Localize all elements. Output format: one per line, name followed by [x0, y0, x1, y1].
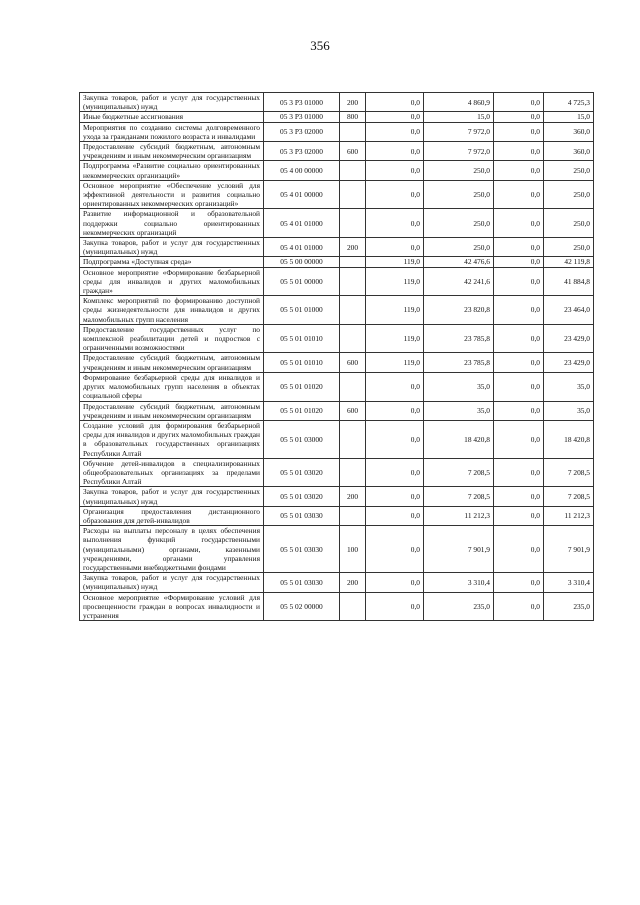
- row-value-2: 235,0: [424, 592, 494, 621]
- row-value-1: 0,0: [366, 487, 424, 506]
- row-code: 05 5 01 03000: [264, 420, 340, 458]
- row-name: Основное мероприятие «Формирование условий для просвещенности граждан в вопросах инвалидности и устранения: [80, 592, 264, 621]
- row-value-4: 250,0: [544, 180, 594, 209]
- row-value-4: 7 208,5: [544, 458, 594, 487]
- table-row: [80, 458, 594, 487]
- row-value-1: 0,0: [366, 209, 424, 238]
- row-value-3: 0,0: [494, 112, 544, 122]
- row-value-3: 0,0: [494, 238, 544, 257]
- budget-table: [79, 92, 594, 621]
- row-value-1: 0,0: [366, 180, 424, 209]
- row-name: Основное мероприятие «Обеспечение условий для эффективной деятельности и развития социально ориентированных некоммерческих организаций»: [80, 180, 264, 209]
- row-value-4: 35,0: [544, 372, 594, 401]
- row-name: Закупка товаров, работ и услуг для государственных (муниципальных) нужд: [80, 93, 264, 112]
- row-expense-type: 600: [340, 142, 366, 161]
- row-expense-type: [340, 420, 366, 458]
- table-row: [80, 353, 594, 372]
- table-row: [80, 526, 594, 573]
- table-row: [80, 142, 594, 161]
- table-row: [80, 257, 594, 267]
- row-name: Основное мероприятие «Формирование безбарьерной среды для инвалидов и других маломобильных граждан»: [80, 267, 264, 296]
- table-row: [80, 238, 594, 257]
- row-expense-type: 200: [340, 573, 366, 592]
- row-name: Предоставление субсидий бюджетным, автономным учреждениям и иным некоммерческим организациям: [80, 142, 264, 161]
- row-value-3: 0,0: [494, 506, 544, 525]
- row-value-2: 42 476,6: [424, 257, 494, 267]
- row-value-3: 0,0: [494, 420, 544, 458]
- row-code: 05 3 P3 01000: [264, 93, 340, 112]
- row-value-4: 18 420,8: [544, 420, 594, 458]
- row-value-1: 119,0: [366, 267, 424, 296]
- row-value-3: 0,0: [494, 372, 544, 401]
- row-value-1: 119,0: [366, 257, 424, 267]
- row-code: 05 4 01 01000: [264, 209, 340, 238]
- row-code: 05 5 01 01000: [264, 296, 340, 325]
- row-value-4: 23 429,0: [544, 324, 594, 353]
- table-row: [80, 122, 594, 141]
- row-code: 05 4 01 01000: [264, 238, 340, 257]
- row-value-3: 0,0: [494, 209, 544, 238]
- row-value-4: 3 310,4: [544, 573, 594, 592]
- row-name: Предоставление субсидий бюджетным, автономным учреждениям и иным некоммерческим организациям: [80, 401, 264, 420]
- row-expense-type: 600: [340, 353, 366, 372]
- row-expense-type: 600: [340, 401, 366, 420]
- row-expense-type: [340, 267, 366, 296]
- table-row: [80, 296, 594, 325]
- row-name: Предоставление субсидий бюджетным, автономным учреждениям и иным некоммерческим организациям: [80, 353, 264, 372]
- row-value-4: 360,0: [544, 142, 594, 161]
- row-value-2: 23 785,8: [424, 353, 494, 372]
- row-expense-type: 800: [340, 112, 366, 122]
- row-value-2: 250,0: [424, 209, 494, 238]
- row-expense-type: 200: [340, 93, 366, 112]
- row-value-2: 23 785,8: [424, 324, 494, 353]
- row-name: Создание условий для формирования безбарьерной среды для инвалидов и других маломобильных граждан в образовательных государственных организациях Республики Алтай: [80, 420, 264, 458]
- row-value-4: 7 208,5: [544, 487, 594, 506]
- row-value-2: 7 208,5: [424, 458, 494, 487]
- row-value-1: 0,0: [366, 112, 424, 122]
- row-name: Подпрограмма «Доступная среда»: [80, 257, 264, 267]
- row-value-3: 0,0: [494, 353, 544, 372]
- row-value-4: 15,0: [544, 112, 594, 122]
- row-value-4: 11 212,3: [544, 506, 594, 525]
- row-expense-type: [340, 209, 366, 238]
- row-code: 05 5 01 01020: [264, 401, 340, 420]
- row-expense-type: 100: [340, 526, 366, 573]
- row-expense-type: [340, 257, 366, 267]
- row-value-4: 7 901,9: [544, 526, 594, 573]
- row-code: 05 4 00 00000: [264, 161, 340, 180]
- table-row: [80, 161, 594, 180]
- row-value-2: 7 972,0: [424, 122, 494, 141]
- row-expense-type: [340, 122, 366, 141]
- table-row: [80, 401, 594, 420]
- row-expense-type: [340, 592, 366, 621]
- row-value-2: 15,0: [424, 112, 494, 122]
- row-value-1: 0,0: [366, 161, 424, 180]
- row-value-1: 0,0: [366, 506, 424, 525]
- row-value-2: 7 208,5: [424, 487, 494, 506]
- row-code: 05 5 01 03030: [264, 526, 340, 573]
- page-number: 356: [310, 38, 330, 53]
- row-value-4: 41 884,8: [544, 267, 594, 296]
- row-value-3: 0,0: [494, 573, 544, 592]
- row-expense-type: 200: [340, 238, 366, 257]
- row-value-1: 0,0: [366, 142, 424, 161]
- row-value-1: 0,0: [366, 401, 424, 420]
- table-row: [80, 573, 594, 592]
- table-row: [80, 592, 594, 621]
- row-value-1: 119,0: [366, 296, 424, 325]
- table-row: [80, 267, 594, 296]
- row-value-4: 23 464,0: [544, 296, 594, 325]
- row-name: Закупка товаров, работ и услуг для государственных (муниципальных) нужд: [80, 573, 264, 592]
- row-value-3: 0,0: [494, 257, 544, 267]
- row-value-1: 0,0: [366, 526, 424, 573]
- row-code: 05 3 P3 01000: [264, 112, 340, 122]
- row-code: 05 3 P3 02000: [264, 142, 340, 161]
- row-value-4: 42 119,8: [544, 257, 594, 267]
- row-value-4: 360,0: [544, 122, 594, 141]
- row-value-4: 235,0: [544, 592, 594, 621]
- row-name: Обучение детей-инвалидов в специализированных общеобразовательных организациях за пределами Республики Алтай: [80, 458, 264, 487]
- row-value-4: 35,0: [544, 401, 594, 420]
- row-name: Мероприятия по созданию системы долговременного ухода за гражданами пожилого возраста и инвалидами: [80, 122, 264, 141]
- row-value-2: 7 972,0: [424, 142, 494, 161]
- row-expense-type: [340, 506, 366, 525]
- row-expense-type: [340, 180, 366, 209]
- row-name: Комплекс мероприятий по формированию доступной среды жизнедеятельности для инвалидов и других маломобильных групп населения: [80, 296, 264, 325]
- row-value-4: 250,0: [544, 238, 594, 257]
- row-value-2: 35,0: [424, 401, 494, 420]
- row-value-4: 250,0: [544, 209, 594, 238]
- row-code: 05 5 01 01020: [264, 372, 340, 401]
- row-value-2: 42 241,6: [424, 267, 494, 296]
- row-code: 05 5 01 03030: [264, 506, 340, 525]
- row-code: 05 5 01 01010: [264, 353, 340, 372]
- table-row: [80, 372, 594, 401]
- row-value-3: 0,0: [494, 267, 544, 296]
- row-name: Организация предоставления дистанционного образования для детей-инвалидов: [80, 506, 264, 525]
- row-name: Предоставление государственных услуг по комплексной реабилитации детей и подростков с ограниченными возможностями: [80, 324, 264, 353]
- row-value-2: 18 420,8: [424, 420, 494, 458]
- row-value-3: 0,0: [494, 296, 544, 325]
- row-value-1: 0,0: [366, 420, 424, 458]
- row-expense-type: [340, 324, 366, 353]
- row-value-3: 0,0: [494, 93, 544, 112]
- row-code: 05 5 01 01010: [264, 324, 340, 353]
- row-value-2: 3 310,4: [424, 573, 494, 592]
- row-value-2: 11 212,3: [424, 506, 494, 525]
- row-value-1: 0,0: [366, 122, 424, 141]
- row-code: 05 4 01 00000: [264, 180, 340, 209]
- row-value-2: 250,0: [424, 161, 494, 180]
- row-value-1: 0,0: [366, 573, 424, 592]
- row-expense-type: [340, 458, 366, 487]
- row-value-3: 0,0: [494, 122, 544, 141]
- row-code: 05 5 00 00000: [264, 257, 340, 267]
- row-value-1: 119,0: [366, 324, 424, 353]
- row-value-2: 23 820,8: [424, 296, 494, 325]
- row-value-3: 0,0: [494, 180, 544, 209]
- row-name: Формирование безбарьерной среды для инвалидов и других маломобильных групп населения в объектах социальной сферы: [80, 372, 264, 401]
- row-code: 05 5 01 00000: [264, 267, 340, 296]
- table-row: [80, 93, 594, 112]
- row-value-1: 0,0: [366, 372, 424, 401]
- row-expense-type: 200: [340, 487, 366, 506]
- row-expense-type: [340, 372, 366, 401]
- table-row: [80, 506, 594, 525]
- table-row: [80, 420, 594, 458]
- row-name: Расходы на выплаты персоналу в целях обеспечения выполнения функций государственными (муниципальными) органами, казенными учреждениями, органами управления государственными внебюджетными фондами: [80, 526, 264, 573]
- row-name: Развитие информационной и образовательной поддержки социально ориентированных некоммерческих организаций: [80, 209, 264, 238]
- row-value-3: 0,0: [494, 592, 544, 621]
- row-value-4: 4 725,3: [544, 93, 594, 112]
- row-value-3: 0,0: [494, 161, 544, 180]
- row-value-2: 250,0: [424, 238, 494, 257]
- row-value-3: 0,0: [494, 526, 544, 573]
- row-value-2: 4 860,9: [424, 93, 494, 112]
- row-value-2: 7 901,9: [424, 526, 494, 573]
- table-row: [80, 487, 594, 506]
- row-code: 05 5 02 00000: [264, 592, 340, 621]
- row-value-4: 250,0: [544, 161, 594, 180]
- row-name: Закупка товаров, работ и услуг для государственных (муниципальных) нужд: [80, 238, 264, 257]
- row-value-1: 119,0: [366, 353, 424, 372]
- table-row: [80, 209, 594, 238]
- row-value-3: 0,0: [494, 324, 544, 353]
- table-row: [80, 112, 594, 122]
- row-value-1: 0,0: [366, 238, 424, 257]
- row-value-1: 0,0: [366, 458, 424, 487]
- row-value-3: 0,0: [494, 401, 544, 420]
- row-value-3: 0,0: [494, 458, 544, 487]
- table-row: [80, 180, 594, 209]
- row-value-3: 0,0: [494, 142, 544, 161]
- row-code: 05 3 P3 02000: [264, 122, 340, 141]
- row-code: 05 5 01 03020: [264, 487, 340, 506]
- row-code: 05 5 01 03020: [264, 458, 340, 487]
- row-code: 05 5 01 03030: [264, 573, 340, 592]
- row-value-1: 0,0: [366, 592, 424, 621]
- table-row: [80, 324, 594, 353]
- row-value-4: 23 429,0: [544, 353, 594, 372]
- row-expense-type: [340, 161, 366, 180]
- row-value-1: 0,0: [366, 93, 424, 112]
- row-value-2: 35,0: [424, 372, 494, 401]
- row-value-3: 0,0: [494, 487, 544, 506]
- row-name: Иные бюджетные ассигнования: [80, 112, 264, 122]
- row-name: Подпрограмма «Развитие социально ориентированных некоммерческих организаций»: [80, 161, 264, 180]
- row-value-2: 250,0: [424, 180, 494, 209]
- row-expense-type: [340, 296, 366, 325]
- row-name: Закупка товаров, работ и услуг для государственных (муниципальных) нужд: [80, 487, 264, 506]
